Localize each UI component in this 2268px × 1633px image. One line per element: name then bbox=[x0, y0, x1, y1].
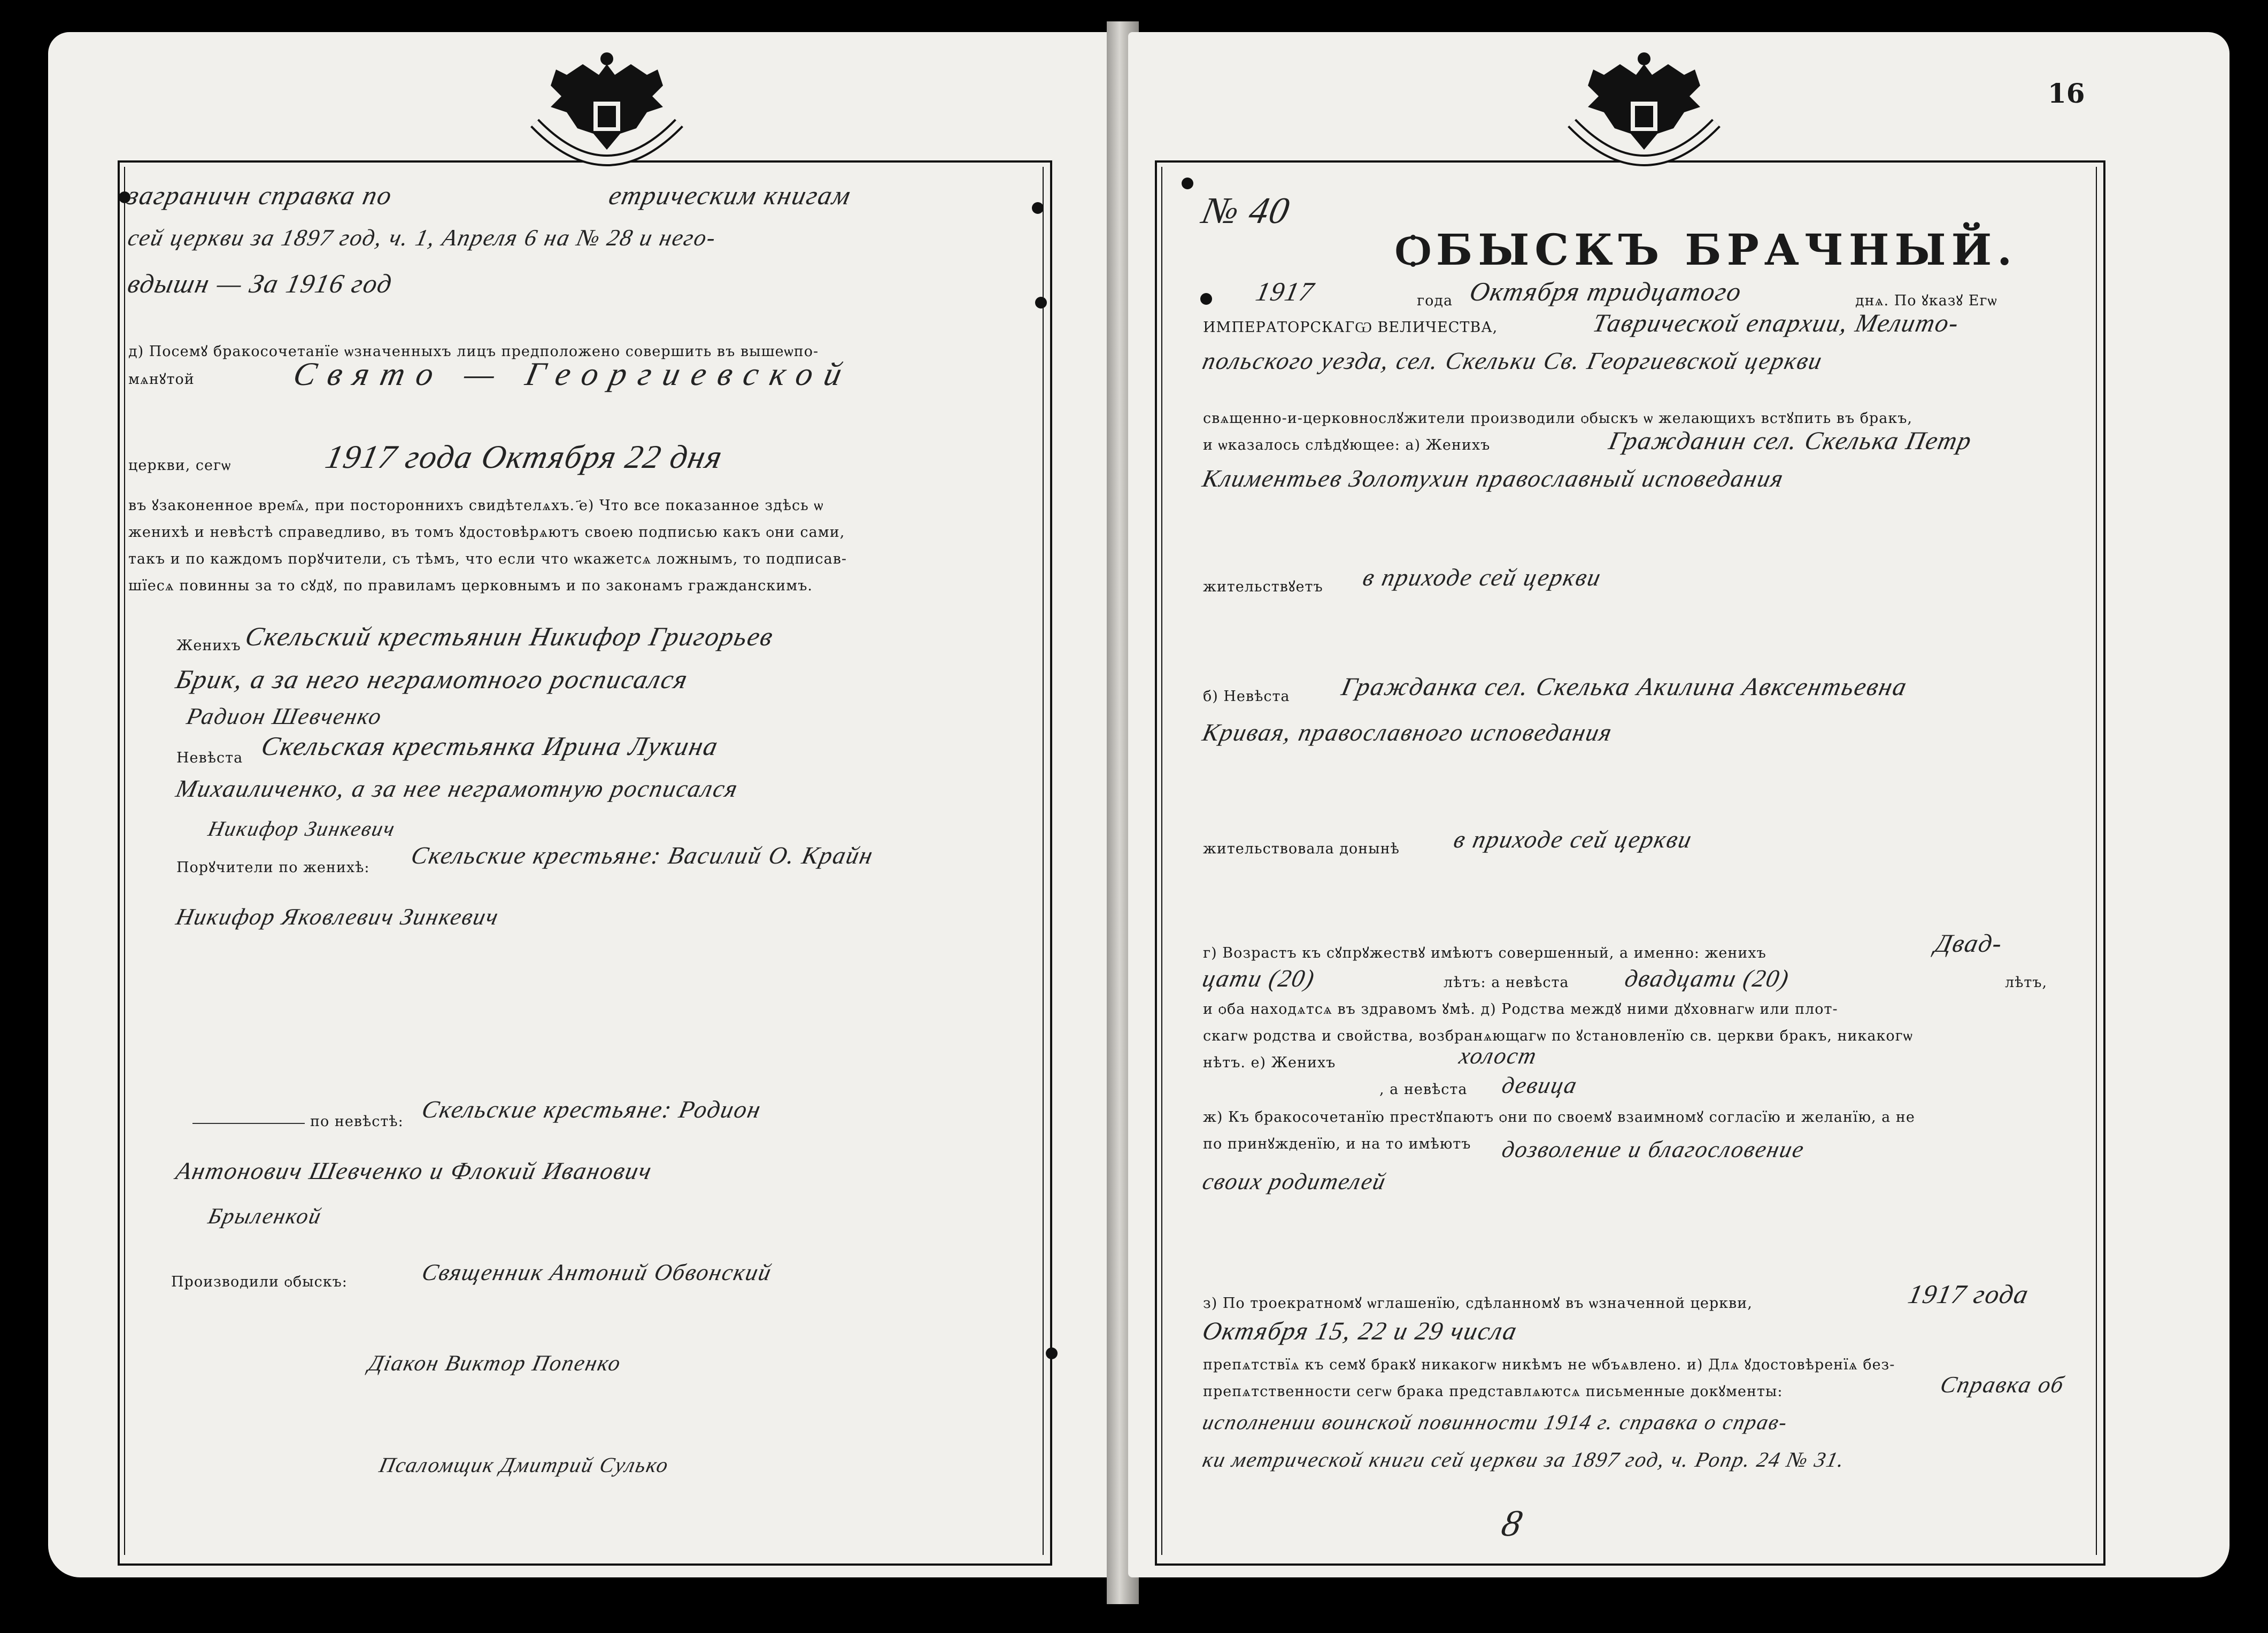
label-residence-groom: жительствꙋетъ bbox=[1203, 579, 1323, 595]
hw-bride: Гражданка сел. Скелька Акилина Авксентьевна bbox=[1339, 673, 1910, 701]
hw-guarantors: Никифор Яковлевич Зинкевич bbox=[173, 904, 502, 930]
printed-text: по принꙋжденїю, и на то имѣютъ bbox=[1203, 1136, 1471, 1152]
label-guarantors-bride: по невѣстѣ: bbox=[310, 1113, 404, 1130]
hw-groom: Климентьев Золотухин православный исповедания bbox=[1200, 465, 1787, 492]
hw-mark: 8 bbox=[1498, 1503, 1527, 1544]
printed-text: шїесѧ повинны за то сꙋдꙋ, по правиламъ церковнымъ и по законамъ гражданскимъ. bbox=[128, 577, 813, 594]
hw-signature: Псаломщик Дмитрий Сулько bbox=[377, 1453, 672, 1477]
label-performed: Производили ѻбыскъ: bbox=[171, 1274, 348, 1290]
hw-status: девица bbox=[1499, 1072, 1580, 1098]
printed-text: , а невѣста bbox=[1379, 1081, 1468, 1098]
hw-signature: Діакон Виктор Попенко bbox=[366, 1351, 624, 1376]
hw-status: холост bbox=[1456, 1043, 1540, 1069]
hw-month: Октября тридцатого bbox=[1467, 276, 1745, 306]
printed-text: мѧнꙋтой bbox=[128, 371, 195, 388]
hw-banns: Октября 15, 22 и 29 числа bbox=[1200, 1317, 1521, 1345]
imperial-eagle-crest-icon bbox=[519, 43, 695, 187]
hw-bride: Михаиличенко, а за нее неграмотную росписался bbox=[173, 775, 741, 802]
left-page bbox=[48, 32, 1112, 1577]
printed-text: днѧ. По ꙋказꙋ Егѡ bbox=[1855, 292, 1997, 309]
hw-residence: в приходе сей церкви bbox=[1360, 564, 1604, 591]
printed-text: лѣтъ, bbox=[2005, 974, 2048, 991]
printed-text: ИМПЕРАТОРСКАГѠ ВЕЛИЧЕСТВА, bbox=[1203, 319, 1498, 336]
hw-guarantors: Антонович Шевченко и Флокий Иванович bbox=[173, 1157, 655, 1184]
hw-consent: дозволение и благословение bbox=[1499, 1136, 1807, 1162]
hw-age: Двад- bbox=[1932, 929, 2006, 958]
printed-text: и ѻба находѧтсѧ въ здравомъ ꙋмѣ. д) Родства междꙋ ними дꙋховнагѡ или плот- bbox=[1203, 1001, 1838, 1018]
hw-documents: Справка об bbox=[1938, 1372, 2067, 1398]
printed-text: въ ꙋзаконенное врем҄ѧ, при постороннихъ свидѣтелѧхъ. ҃е) Что все показанное здѣсь ѡ bbox=[128, 497, 824, 514]
printed-text: препѧтственности сегѡ брака представлѧютсѧ письменные докꙋменты: bbox=[1203, 1383, 1783, 1400]
hw-age: двадцати (20) bbox=[1622, 965, 1792, 992]
hw-banns: 1917 года bbox=[1906, 1279, 2032, 1309]
printed-text: женихѣ и невѣстѣ справедливо, въ томъ ꙋдостовѣрѧютъ своею подписью какъ ѻни сами, bbox=[128, 524, 845, 541]
imperial-eagle-crest-icon bbox=[1556, 43, 1732, 187]
printed-text: свѧщенно-и-церковнослꙋжители производили ѻбыскъ ѡ желающихъ встꙋпить въ бракъ, bbox=[1203, 410, 1912, 427]
label-guarantors-groom: Порꙋчители по женихѣ: bbox=[176, 859, 370, 876]
binding-hole bbox=[1182, 178, 1193, 189]
hw-guarantors: Скельские крестьяне: Родион bbox=[419, 1096, 764, 1123]
hw-groom: Гражданин сел. Скелька Петр bbox=[1606, 427, 1975, 455]
label-bride: б) Невѣста bbox=[1203, 688, 1290, 705]
binding-hole bbox=[1032, 202, 1044, 214]
hw-year: 1917 bbox=[1253, 276, 1317, 306]
hw-groom: Скельский крестьянин Никифор Григорьев bbox=[243, 621, 777, 651]
blank-line bbox=[192, 1123, 305, 1124]
printed-text: г) Возрастъ къ сꙋпрꙋжествꙋ имѣютъ совершенный, а именно: женихъ bbox=[1203, 945, 1766, 961]
label-residence-bride: жительствовала донынѣ bbox=[1203, 841, 1400, 857]
printed-text: года bbox=[1417, 292, 1453, 309]
hw-consent: своих родителей bbox=[1200, 1168, 1389, 1195]
printed-text: и ѡказалось слѣдꙋющее: а) Женихъ bbox=[1203, 437, 1491, 453]
label-groom: Женихъ bbox=[176, 637, 241, 654]
label-bride: Невѣста bbox=[176, 750, 243, 766]
hw-bride: Скельская крестьянка Ирина Лукина bbox=[259, 731, 722, 761]
hw-date: 1917 года Октября 22 дня bbox=[322, 439, 727, 475]
printed-text: препѧтствїѧ къ семꙋ бракꙋ никакогѡ никѣмъ не ѡбъѧвлено. и) Длѧ ꙋдостовѣренїѧ без- bbox=[1203, 1357, 1895, 1373]
hw-text: заграничн справка по bbox=[125, 180, 396, 210]
printed-text: з) По троекратномꙋ ѡглашенїю, сдѣланномꙋ въ ѡзначенной церкви, bbox=[1203, 1295, 1753, 1312]
hw-groom: Брик, а за него неграмотного росписался bbox=[173, 664, 691, 694]
printed-text: такъ и по каждомъ порꙋчители, съ тѣмъ, что если что ѡкажетсѧ ложнымъ, то подписав- bbox=[128, 551, 847, 567]
hw-church-name: Свято — Георгиевской bbox=[290, 356, 857, 392]
hw-bride: Никифор Зинкевич bbox=[206, 816, 398, 841]
hw-guarantors: Скельские крестьяне: Василий О. Крайн bbox=[408, 842, 876, 869]
hw-documents: ки метрической книги сей церкви за 1897 год, ч. Ропр. 24 № 31. bbox=[1200, 1447, 1848, 1472]
binding-hole bbox=[1200, 293, 1212, 305]
printed-text: церкви, сегѡ bbox=[128, 457, 232, 474]
hw-signature: Священник Антоний Обвонский bbox=[419, 1259, 775, 1285]
hw-bride: Кривая, православного исповедания bbox=[1200, 719, 1615, 746]
hw-diocese: Таврической епархии, Мелито- bbox=[1590, 309, 1962, 337]
hw-text: етрическим книгам bbox=[606, 180, 854, 210]
hw-text: вдышн — За 1916 год bbox=[125, 268, 396, 298]
hw-residence: в приходе сей церкви bbox=[1451, 826, 1695, 853]
printed-text: лѣтъ: а невѣста bbox=[1444, 974, 1569, 991]
hw-guarantors: Брыленкой bbox=[206, 1204, 324, 1229]
printed-text: ж) Къ бракосочетанїю престꙋпаютъ ѻни по своемꙋ взаимномꙋ согласїю и желанїю, а не bbox=[1203, 1109, 1915, 1126]
hw-text: сей церкви за 1897 год, ч. 1, Апреля 6 на № 28 и него- bbox=[125, 225, 719, 251]
hw-record-number: № 40 bbox=[1198, 190, 1294, 232]
page-number: 16 bbox=[2048, 78, 2085, 109]
hw-diocese: польского уезда, сел. Скельки Св. Георгиевской церкви bbox=[1200, 347, 1826, 374]
right-page bbox=[1128, 32, 2230, 1577]
binding-hole bbox=[1046, 1347, 1058, 1359]
hw-age: цати (20) bbox=[1200, 965, 1318, 992]
binding-hole bbox=[1035, 297, 1047, 309]
printed-text: д) Посемꙋ бракосочетанїе ѡзначенныхъ лицъ предположено совершить въ вышеѡпо- bbox=[128, 343, 819, 360]
printed-text: нѣтъ. е) Женихъ bbox=[1203, 1054, 1336, 1071]
hw-groom: Радион Шевченко bbox=[184, 703, 385, 729]
printed-text: скагѡ родства и свойства, возбранѧющагѡ по ꙋстановленїю св. церкви бракъ, никакогѡ bbox=[1203, 1028, 1913, 1044]
document-title: ѺБЫСКЪ БРАЧНЫЙ. bbox=[1395, 225, 2018, 275]
hw-documents: исполнении воинской повинности 1914 г. справка о справ- bbox=[1200, 1410, 1791, 1434]
